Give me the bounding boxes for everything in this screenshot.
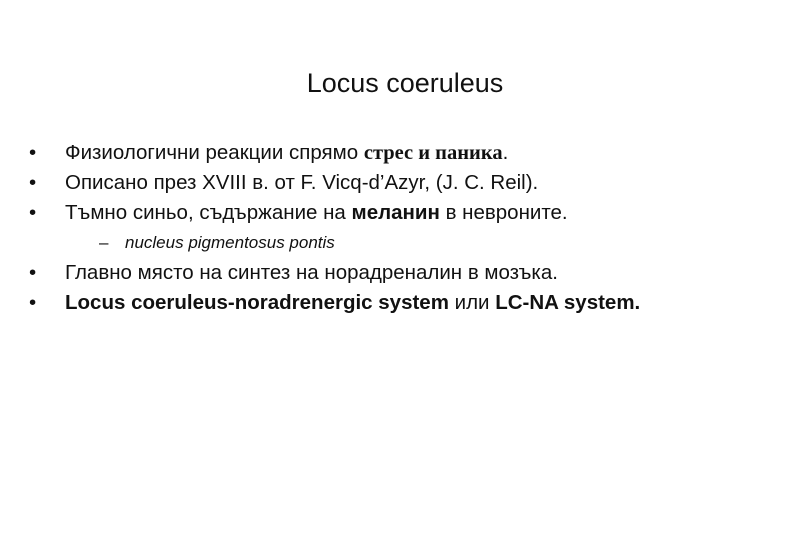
- sub-bullet-marker: –: [99, 233, 109, 252]
- bullet-text-middle: или: [448, 291, 496, 314]
- bullet-item-melanin: [29, 198, 799, 228]
- bullet-bold-start: Locus coeruleus-noradrenergic system: [65, 291, 449, 314]
- bullet-list: [29, 138, 799, 318]
- bullet-text: Главно място на синтез на норадреналин в мозъка.: [65, 261, 558, 284]
- bullet-emphasis: стрес и паника: [363, 142, 503, 164]
- bullet-text-end: в невроните.: [439, 201, 568, 224]
- bullet-text: Физиологични реакции спрямо: [65, 141, 364, 164]
- sub-bullet-text: nucleus pigmentosus pontis: [125, 233, 335, 252]
- bullet-item-described: [29, 168, 799, 198]
- bullet-text-end: .: [502, 141, 509, 164]
- slide-title: Locus coeruleus: [306, 68, 504, 98]
- bullet-item-lc-na-system: [29, 288, 799, 318]
- bullet-marker: •: [29, 171, 37, 194]
- sub-bullet-item-nucleus: [29, 228, 799, 258]
- bullet-marker: •: [29, 261, 37, 284]
- bullet-text: Тъмно синьо, съдържание на: [65, 201, 352, 224]
- bullet-marker: •: [29, 291, 37, 314]
- bullet-bold: меланин: [351, 201, 440, 224]
- bullet-item-physiological-reactions: [29, 138, 799, 168]
- bullet-item-noradrenaline: [29, 258, 799, 288]
- bullet-bold-end: LC-NA system.: [495, 291, 641, 314]
- bullet-marker: •: [29, 201, 37, 224]
- bullet-marker: •: [29, 141, 37, 164]
- bullet-text: Описано през XVIII в. от F. Vicq-d’Azyr, (J. C. Reil).: [65, 171, 539, 194]
